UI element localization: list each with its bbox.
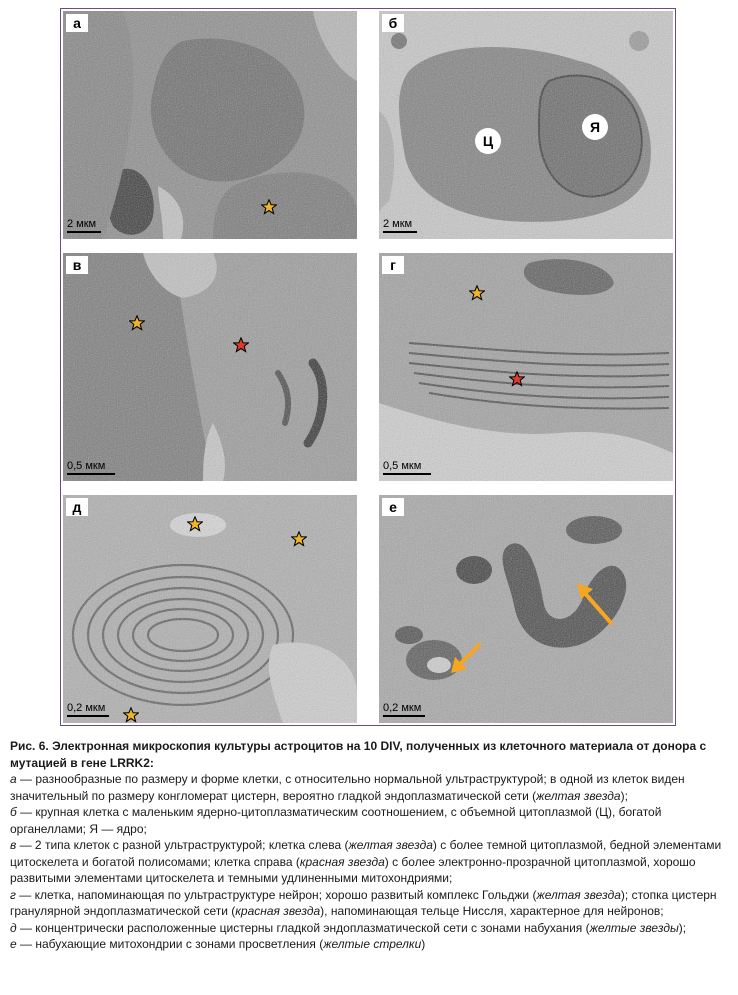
caption-item-b: б — крупная клетка с маленьким ядерно-цитоплазматическим соотношением, с объемной цитоплазмой (Ц), богатой органеллами; Я — ядро; [10,805,662,836]
panel-a [63,11,357,239]
yellow-star-icon [123,707,139,723]
panel-g [379,253,673,481]
panel-label: в [66,256,88,274]
scale-bar-label: 2 мкм [383,218,413,230]
figure-frame [60,8,676,726]
scale-bar-label: 0,2 мкм [67,702,106,714]
yellow-star-icon [261,199,277,215]
yellow-star-icon [469,285,485,301]
panel-b [379,11,673,239]
panel-d [63,495,357,723]
caption-title: Рис. 6. Электронная микроскопия культуры астроцитов на 10 DIV, полученных из клеточного материала от донора с мутацией в гене LRRK2: [10,739,707,770]
scale-bar-label: 0,5 мкм [383,460,422,472]
figure-caption [10,738,728,953]
scale-bar-label: 0,2 мкм [383,702,422,714]
panel-e [379,495,673,723]
scale-bar-label: 0,5 мкм [67,460,106,472]
scale-bar [67,218,101,233]
yellow-star-icon [187,516,203,532]
panel-label: а [66,14,88,32]
yellow-star-icon [129,315,145,331]
red-star-icon [233,337,249,353]
caption-item-a: а — разнообразные по размеру и форме клетки, с относительно нормальной ультраструктурой; в одной из клеток виден значительный по размеру конгломерат цистерн, вероятно гладкой эндоплазматической сети (желтая звезда); [10,772,685,803]
scale-bar [383,218,417,233]
caption-item-v: в — 2 типа клеток с разной ультраструктурой; клетка слева (желтая звезда) с более темной цитоплазмой, бедной элементами цитоскелета и богатой полисомами; клетка справа (красная звезда) с более электронно-прозрачной цитоплазмой, хорошо развитыми элементами цитоскелета и темными удлиненными митохондриями; [10,838,722,885]
caption-item-e: е — набухающие митохондрии с зонами просветления (желтые стрелки) [10,937,426,951]
nucleus-marker: Я [582,114,608,140]
scale-bar-label: 2 мкм [67,218,97,230]
panel-v [63,253,357,481]
yellow-star-icon [291,531,307,547]
panel-label: е [382,498,404,516]
yellow-arrow-icon [449,641,483,675]
red-star-icon [509,371,525,387]
caption-item-g: г — клетка, напоминающая по ультраструктуре нейрон; хорошо развитый комплекс Гольджи (желтая звезда); стопка цистерн гранулярной эндоплазматической сети (красная звезда), напоминающая тельце Ниссля, характерное для нейронов; [10,887,717,918]
scale-bar [67,460,115,475]
yellow-arrow-icon [575,583,617,629]
panel-label: г [382,256,404,274]
panel-label: д [66,498,88,516]
scale-bar [67,702,109,717]
cytoplasm-marker: Ц [475,128,501,154]
caption-item-d: д — концентрически расположенные цистерны гладкой эндоплазматической сети с зонами набухания (желтые звезды); [10,920,687,935]
scale-bar [383,460,431,475]
scale-bar [383,702,425,717]
panel-label: б [382,14,404,32]
